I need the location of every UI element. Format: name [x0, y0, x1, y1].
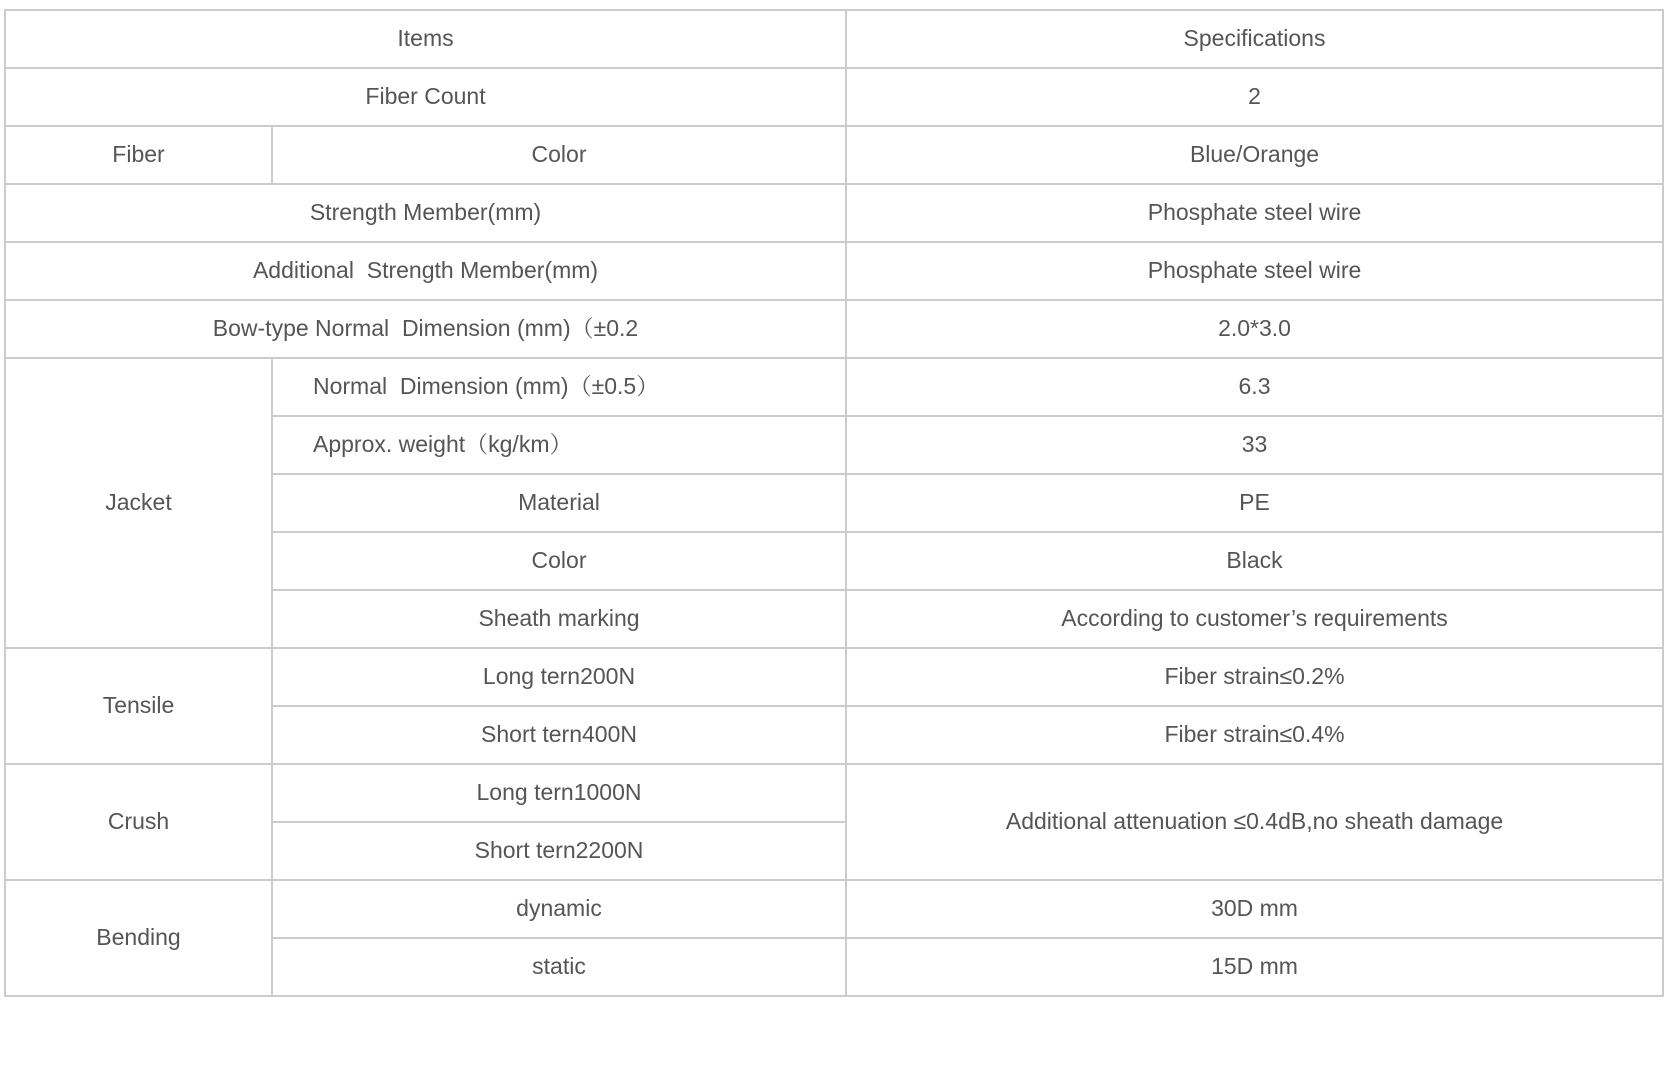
- crush-long-term-label: Long tern1000N: [272, 764, 846, 822]
- jacket-sheath-marking-label: Sheath marking: [272, 590, 846, 648]
- fiber-count-value: 2: [846, 68, 1663, 126]
- table-row-jacket-normal-dimension: [5, 358, 1663, 416]
- header-items: Items: [5, 10, 846, 68]
- jacket-approx-weight-label: Approx. weight（kg/km）: [272, 416, 846, 474]
- table-row-header: [5, 10, 1663, 68]
- table-row-crush-long-term: [5, 764, 1663, 822]
- jacket-normal-dimension-label: Normal Dimension (mm)（±0.5）: [272, 358, 846, 416]
- additional-strength-member-value: Phosphate steel wire: [846, 242, 1663, 300]
- bow-type-dimension-label: Bow-type Normal Dimension (mm)（±0.2: [5, 300, 846, 358]
- jacket-approx-weight-value: 33: [846, 416, 1663, 474]
- tensile-long-term-value: Fiber strain≤0.2%: [846, 648, 1663, 706]
- jacket-material-value: PE: [846, 474, 1663, 532]
- crush-short-term-label: Short tern2200N: [272, 822, 846, 880]
- tensile-short-term-label: Short tern400N: [272, 706, 846, 764]
- table-row-additional-strength-member: [5, 242, 1663, 300]
- specification-table: [4, 9, 1664, 997]
- fiber-color-label: Color: [272, 126, 846, 184]
- crush-group-label: Crush: [5, 764, 272, 880]
- table-row-tensile-long-term: [5, 648, 1663, 706]
- bending-dynamic-label: dynamic: [272, 880, 846, 938]
- table-row-bending-dynamic: [5, 880, 1663, 938]
- table-row-strength-member: [5, 184, 1663, 242]
- additional-strength-member-label: Additional Strength Member(mm): [5, 242, 846, 300]
- header-specifications: Specifications: [846, 10, 1663, 68]
- table-row-fiber-count: [5, 68, 1663, 126]
- fiber-color-value: Blue/Orange: [846, 126, 1663, 184]
- jacket-material-label: Material: [272, 474, 846, 532]
- jacket-sheath-marking-value: According to customer’s requirements: [846, 590, 1663, 648]
- bending-dynamic-value: 30D mm: [846, 880, 1663, 938]
- jacket-color-label: Color: [272, 532, 846, 590]
- bow-type-dimension-value: 2.0*3.0: [846, 300, 1663, 358]
- bending-group-label: Bending: [5, 880, 272, 996]
- jacket-normal-dimension-value: 6.3: [846, 358, 1663, 416]
- jacket-color-value: Black: [846, 532, 1663, 590]
- bending-static-label: static: [272, 938, 846, 996]
- fiber-group-label: Fiber: [5, 126, 272, 184]
- tensile-short-term-value: Fiber strain≤0.4%: [846, 706, 1663, 764]
- tensile-long-term-label: Long tern200N: [272, 648, 846, 706]
- table-row-fiber-color: [5, 126, 1663, 184]
- tensile-group-label: Tensile: [5, 648, 272, 764]
- fiber-count-label: Fiber Count: [5, 68, 846, 126]
- strength-member-label: Strength Member(mm): [5, 184, 846, 242]
- table-row-bow-type-dimension: [5, 300, 1663, 358]
- crush-value: Additional attenuation ≤0.4dB,no sheath damage: [846, 764, 1663, 880]
- jacket-group-label: Jacket: [5, 358, 272, 648]
- bending-static-value: 15D mm: [846, 938, 1663, 996]
- strength-member-value: Phosphate steel wire: [846, 184, 1663, 242]
